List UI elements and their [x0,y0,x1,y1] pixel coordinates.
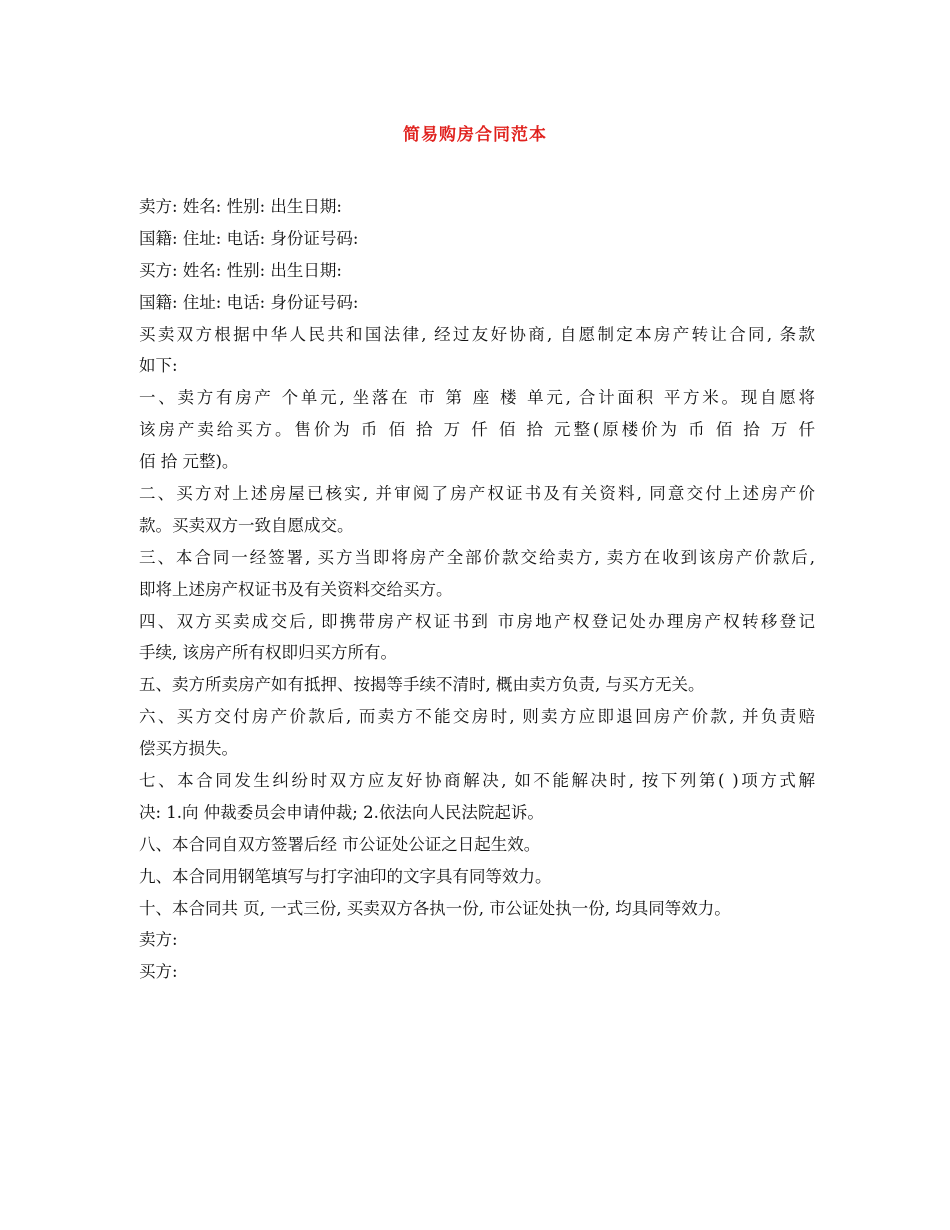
document-line: 六、买方交付房产价款后, 而卖方不能交房时, 则卖方应即退回房产价款, 并负责赔 [139,707,815,727]
document-line: 即将上述房产权证书及有关资料交给买方。 [139,579,453,599]
document-title: 简易购房合同范本 [403,125,547,145]
document-body [139,191,815,988]
document-line: 决: 1.向 仲裁委员会申请仲裁; 2.依法向人民法院起诉。 [139,802,544,822]
document-line: 五、卖方所卖房产如有抵押、按揭等手续不清时, 概由卖方负责, 与买方无关。 [139,675,705,695]
document-line: 卖方: 姓名: 性别: 出生日期: [139,197,342,216]
document-line: 三、本合同一经签署, 买方当即将房产全部价款交给卖方, 卖方在收到该房产价款后, [139,547,815,567]
document-line: 十、本合同共 页, 一式三份, 买卖双方各执一份, 市公证处执一份, 均具同等效力。 [139,898,731,918]
document-line: 佰 拾 元整)。 [139,452,239,472]
document-line: 买卖双方根据中华人民共和国法律, 经过友好协商, 自愿制定本房产转让合同, 条款 [139,324,815,344]
document-line: 七、本合同发生纠纷时双方应友好协商解决, 如不能解决时, 按下列第( )项方式解 [139,771,815,791]
document-line: 八、本合同自双方签署后经 市公证处公证之日起生效。 [139,834,541,854]
document-line: 偿买方损失。 [139,739,238,759]
document-line: 该房产卖给买方。售价为 币 佰 拾 万 仟 佰 拾 元整(原楼价为 币 佰 拾 万 仟 [139,420,815,440]
document-line: 九、本合同用钢笔填写与打字油印的文字具有同等效力。 [139,866,552,886]
document-line: 二、买方对上述房屋已核实, 并审阅了房产权证书及有关资料, 同意交付上述房产价 [139,484,815,504]
document-line: 国籍: 住址: 电话: 身份证号码: [139,292,359,312]
document-line: 款。买卖双方一致自愿成交。 [139,515,354,535]
document-line: 手续, 该房产所有权即归买方所有。 [139,643,397,663]
document-line: 买方: [139,962,178,982]
document-line: 一、卖方有房产 个单元, 坐落在 市 第 座 楼 单元, 合计面积 平方米。现自愿将 [139,388,815,408]
document-line: 如下: [139,356,178,376]
document-line: 卖方: [139,930,178,950]
document-line: 四、双方买卖成交后, 即携带房产权证书到 市房地产权登记处办理房产权转移登记 [139,611,815,631]
document-line: 国籍: 住址: 电话: 身份证号码: [139,228,359,248]
document-line: 买方: 姓名: 性别: 出生日期: [139,260,342,280]
